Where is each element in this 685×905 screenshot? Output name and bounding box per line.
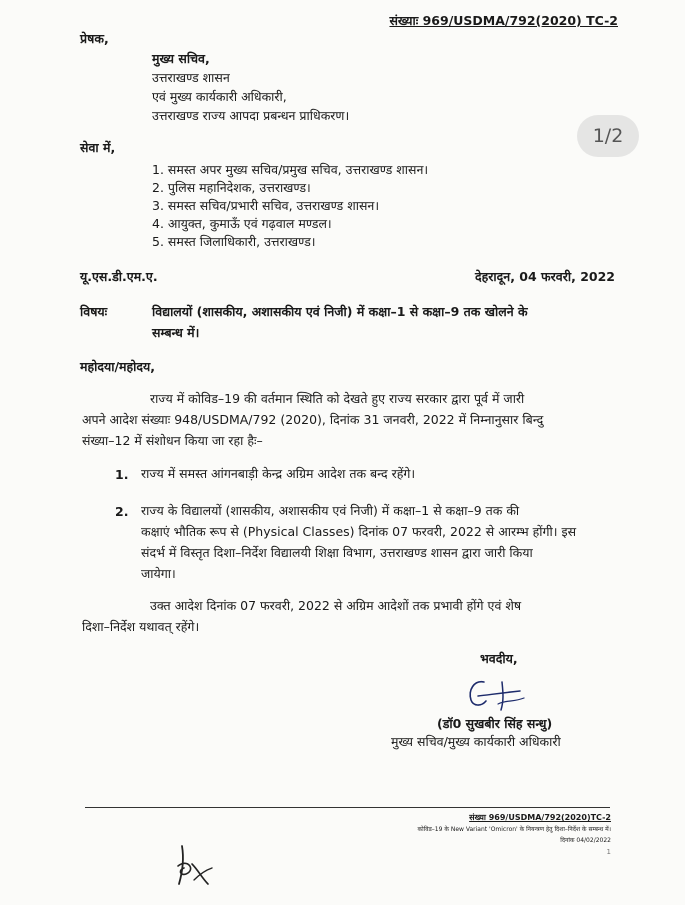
subject-text: [152, 301, 614, 343]
footer-reference: संख्या 969/USDMA/792(2020)TC-2: [469, 813, 611, 822]
intro-paragraph: [82, 388, 614, 451]
signatory-name: (डॉ0 सुखबीर सिंह सन्धु): [437, 716, 553, 731]
subject-line: सम्बन्ध में।: [152, 325, 200, 340]
recipient-item: 1. समस्त अपर मुख्य सचिव/प्रमुख सचिव, उत्तराखण्ड शासन।: [152, 162, 429, 177]
footer-mark: 1: [606, 848, 611, 856]
sender-line-3: एवं मुख्य कार्यकारी अधिकारी,: [152, 89, 287, 104]
signatory-designation: मुख्य सचिव/मुख्य कार्यकारी अधिकारी: [391, 734, 561, 749]
closing-paragraph: [82, 595, 614, 637]
intro-line: राज्य में कोविड–19 की वर्तमान स्थिति को देखते हुए राज्य सरकार द्वारा पूर्व में जारी: [150, 391, 525, 406]
place-date: देहरादून, 04 फरवरी, 2022: [475, 269, 615, 284]
footer-divider: [85, 807, 610, 808]
point-line: संदर्भ में विस्तृत दिशा–निर्देश विद्यालयी शिक्षा विभाग, उत्तराखण्ड शासन द्वारा जारी किया: [141, 545, 533, 560]
salutation: महोदया/महोदय,: [80, 359, 156, 374]
point-line: कक्षाएं भौतिक रूप से (Physical Classes) दिनांक 07 फरवरी, 2022 से आरम्भ होंगी। इस: [141, 524, 577, 539]
point-1-text: [141, 463, 613, 484]
subject-line: विद्यालयों (शासकीय, अशासकीय एवं निजी) में कक्षा–1 से कक्षा–9 तक खोलने के: [152, 304, 528, 319]
recipient-item: 3. समस्त सचिव/प्रभारी सचिव, उत्तराखण्ड शासन।: [152, 198, 380, 213]
recipients-label: सेवा में,: [80, 140, 116, 155]
point-number: 2.: [115, 504, 129, 519]
footer-date: दिनांक 04/02/2022: [560, 837, 611, 844]
initials-signature-image: [168, 840, 216, 892]
page-indicator: 1/2: [577, 115, 639, 157]
reference-number: संख्याः 969/USDMA/792(2020) TC-2: [389, 13, 618, 28]
intro-line: अपने आदेश संख्याः 948/USDMA/792 (2020), दिनांक 31 जनवरी, 2022 में निम्नानुसार बिन्दु: [82, 412, 544, 427]
org-code: यू.एस.डी.एम.ए.: [80, 269, 158, 284]
closing-line: उक्त आदेश दिनांक 07 फरवरी, 2022 से अग्रिम आदेशों तक प्रभावी होंगे एवं शेष: [150, 598, 522, 613]
closing-line: दिशा–निर्देश यथावत् रहेंगे।: [82, 619, 200, 634]
intro-line: संख्या–12 में संशोधन किया जा रहा हैः–: [82, 433, 263, 448]
point-line: राज्य में समस्त आंगनबाड़ी केन्द्र अग्रिम आदेश तक बन्द रहेंगे।: [141, 466, 416, 481]
recipient-item: 2. पुलिस महानिदेशक, उत्तराखण्ड।: [152, 180, 311, 195]
footer-subject: कोविड–19 के New Variant 'Omicron' के नियन्त्रण हेतु दिशा–निर्देश के सम्बन्ध में।: [417, 826, 611, 833]
recipient-item: 5. समस्त जिलाधिकारी, उत्तराखण्ड।: [152, 234, 316, 249]
sender-line-2: उत्तराखण्ड शासन: [152, 70, 230, 85]
subject-label: विषयः: [80, 304, 108, 319]
signature-image: [462, 674, 542, 716]
sender-line-4: उत्तराखण्ड राज्य आपदा प्रबन्धन प्राधिकरण।: [152, 108, 350, 123]
point-line: राज्य के विद्यालयों (शासकीय, अशासकीय एवं निजी) में कक्षा–1 से कक्षा–9 तक की: [141, 503, 520, 518]
sender-label: प्रेषक,: [80, 31, 109, 46]
valediction: भवदीय,: [480, 651, 518, 666]
sender-line-1: मुख्य सचिव,: [152, 51, 210, 66]
point-number: 1.: [115, 467, 129, 482]
point-2-text: [141, 500, 613, 584]
point-line: जायेगा।: [141, 566, 176, 581]
recipient-item: 4. आयुक्त, कुमाऊँ एवं गढ़वाल मण्डल।: [152, 216, 332, 231]
